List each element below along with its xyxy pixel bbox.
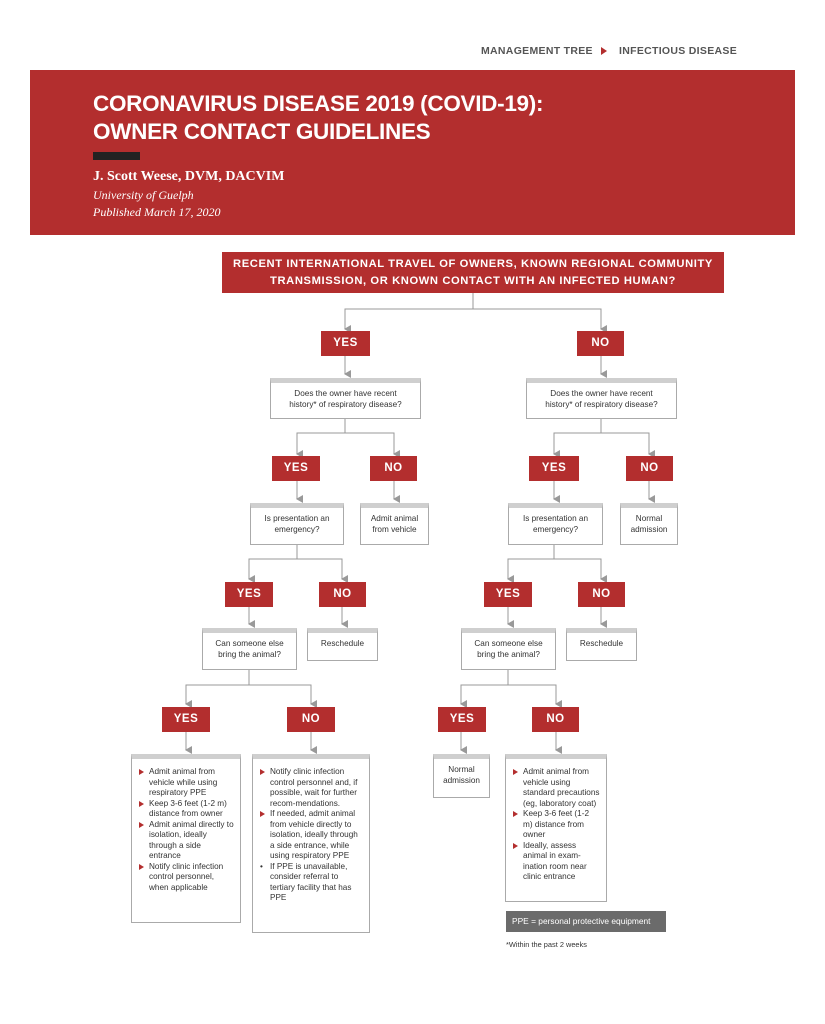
normal-admission-box: Normal admission bbox=[433, 754, 490, 798]
affiliation: University of Guelph bbox=[93, 188, 194, 202]
yes-label: YES bbox=[321, 331, 370, 356]
yes-label: YES bbox=[529, 456, 579, 481]
published-date: Published March 17, 2020 bbox=[93, 205, 221, 219]
admit-from-vehicle-box: Admit animal from vehicle bbox=[360, 503, 429, 545]
action-item: If needed, admit animal from vehicle directly to isolation, ideally through a side entrance, while using respiratory PPE bbox=[260, 809, 363, 862]
someone-else-question-box: Can someone else bring the animal? bbox=[202, 628, 297, 670]
action-box-standard-precautions bbox=[505, 754, 607, 902]
no-label: NO bbox=[319, 582, 366, 607]
root-question: RECENT INTERNATIONAL TRAVEL OF OWNERS, KNOWN REGIONAL COMMUNITY TRANSMISSION, OR KNOWN CONTACT WITH AN INFECTED HUMAN? bbox=[222, 252, 724, 293]
normal-admission-box: Normal admission bbox=[620, 503, 678, 545]
author: J. Scott Weese, DVM, DACVIM bbox=[93, 169, 285, 184]
no-label: NO bbox=[532, 707, 579, 732]
page-title: CORONAVIRUS DISEASE 2019 (COVID-19): OWNER CONTACT GUIDELINES bbox=[93, 91, 544, 144]
action-box-notify-infection-control bbox=[252, 754, 370, 933]
yes-label: YES bbox=[484, 582, 532, 607]
no-label: NO bbox=[578, 582, 625, 607]
yes-label: YES bbox=[438, 707, 486, 732]
ppe-legend: PPE = personal protective equipment bbox=[506, 911, 666, 932]
action-subnote: • If PPE is unavailable, consider referral to tertiary facility that has PPE bbox=[260, 862, 363, 904]
respiratory-question-box: Does the owner have recent history* of respiratory disease? bbox=[270, 378, 421, 419]
action-item: Ideally, assess animal in exam-ination room near clinic entrance bbox=[513, 841, 600, 883]
yes-label: YES bbox=[272, 456, 320, 481]
respiratory-question-box: Does the owner have recent history* of respiratory disease? bbox=[526, 378, 677, 419]
action-item: Keep 3-6 feet (1-2 m) distance from owner bbox=[513, 809, 600, 841]
action-item: Admit animal directly to isolation, ideally through a side entrance bbox=[139, 820, 234, 862]
no-label: NO bbox=[626, 456, 673, 481]
no-label: NO bbox=[287, 707, 335, 732]
action-item: Notify clinic infection control personnel, when applicable bbox=[139, 862, 234, 894]
someone-else-question-box: Can someone else bring the animal? bbox=[461, 628, 556, 670]
action-item: Notify clinic infection control personnel and, if possible, wait for further recom-mendations. bbox=[260, 767, 363, 809]
reschedule-box: Reschedule bbox=[307, 628, 378, 661]
reschedule-box: Reschedule bbox=[566, 628, 637, 661]
breadcrumb-section: MANAGEMENT TREE bbox=[481, 45, 593, 57]
action-item: Admit animal from vehicle while using respiratory PPE bbox=[139, 767, 234, 799]
emergency-question-box: Is presentation an emergency? bbox=[508, 503, 603, 545]
no-label: NO bbox=[577, 331, 624, 356]
action-item: Admit animal from vehicle using standard precautions (eg, laboratory coat) bbox=[513, 767, 600, 809]
no-label: NO bbox=[370, 456, 417, 481]
footnote: *Within the past 2 weeks bbox=[506, 940, 587, 949]
emergency-question-box: Is presentation an emergency? bbox=[250, 503, 344, 545]
breadcrumb-topic: INFECTIOUS DISEASE bbox=[619, 45, 737, 57]
yes-label: YES bbox=[225, 582, 273, 607]
action-box-isolation-ppe bbox=[131, 754, 241, 923]
action-item: Keep 3-6 feet (1-2 m) distance from owner bbox=[139, 799, 234, 820]
yes-label: YES bbox=[162, 707, 210, 732]
